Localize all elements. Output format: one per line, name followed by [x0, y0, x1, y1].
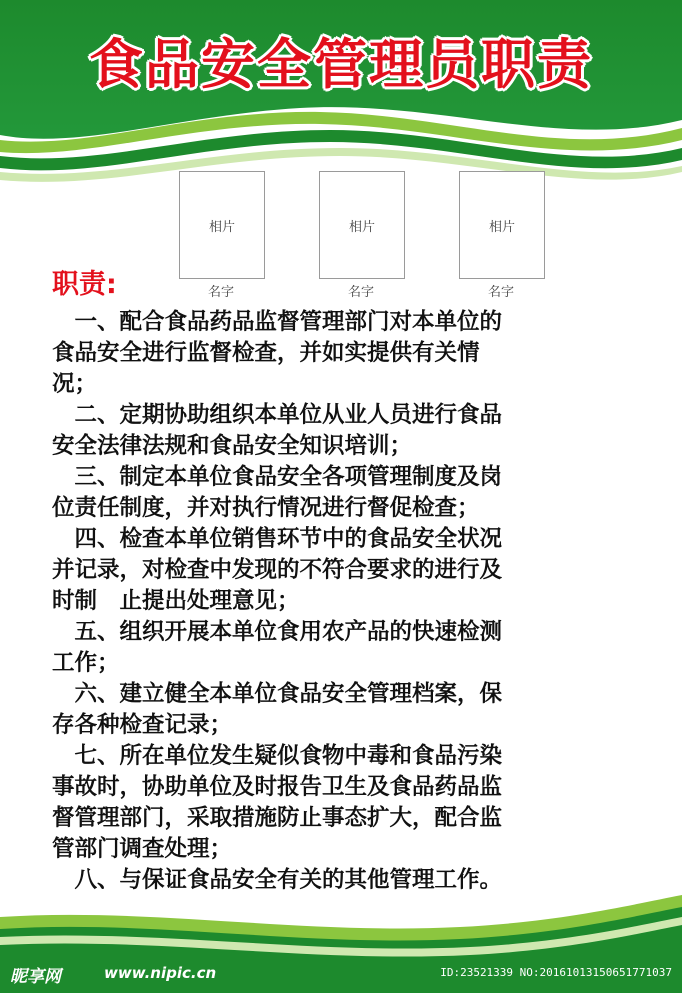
page-title: 食品安全管理员职责	[89, 33, 593, 96]
watermark-id: ID:23521339 NO:20161013150651771037	[440, 966, 672, 979]
photo-label: 相片	[208, 220, 235, 235]
text-line: 七、所在单位发生疑似食物中毒和食品污染	[52, 743, 503, 769]
text-line: 时制 止提出处理意见；	[52, 588, 300, 614]
photo-placeholder	[319, 171, 405, 279]
text-line: 安全法律法规和食品安全知识培训；	[52, 433, 413, 459]
text-line: 六、建立健全本单位食品安全管理档案，保	[52, 681, 503, 707]
duty-heading: 职责:	[52, 269, 117, 300]
photo-label: 相片	[348, 220, 375, 235]
photo-caption: 名字	[347, 285, 374, 300]
photo-placeholder	[179, 171, 265, 279]
text-line: 位责任制度，并对执行情况进行督促检查；	[52, 495, 480, 521]
text-line: 存各种检查记录；	[52, 712, 233, 738]
duty-list	[52, 307, 652, 896]
text-line: 事故时，协助单位及时报告卫生及食品药品监	[52, 774, 503, 800]
text-line: 五、组织开展本单位食用农产品的快速检测	[52, 619, 503, 645]
text-line: 八、与保证食品安全有关的其他管理工作。	[52, 867, 503, 893]
photo-label: 相片	[488, 220, 515, 235]
text-line: 并记录，对检查中发现的不符合要求的进行及	[52, 557, 503, 583]
text-line: 四、检查本单位销售环节中的食品安全状况	[52, 526, 503, 552]
header-banner	[0, 0, 682, 200]
photo-caption: 名字	[487, 285, 514, 300]
text-line: 三、制定本单位食品安全各项管理制度及岗	[52, 464, 503, 490]
text-line: 督管理部门，采取措施防止事态扩大，配合监	[52, 805, 503, 831]
text-line: 工作；	[52, 650, 120, 676]
photo-placeholder	[459, 171, 545, 279]
watermark-url: www.nipic.cn	[104, 964, 217, 982]
watermark-logo: 昵享网	[10, 967, 61, 987]
text-line: 况；	[52, 371, 98, 397]
text-line: 一、配合食品药品监督管理部门对本单位的	[52, 309, 503, 335]
photo-caption: 名字	[207, 285, 234, 300]
text-line: 管部门调查处理；	[52, 836, 233, 862]
text-line: 食品安全进行监督检查，并如实提供有关情	[52, 340, 480, 366]
text-line: 二、定期协助组织本单位从业人员进行食品	[52, 402, 503, 428]
